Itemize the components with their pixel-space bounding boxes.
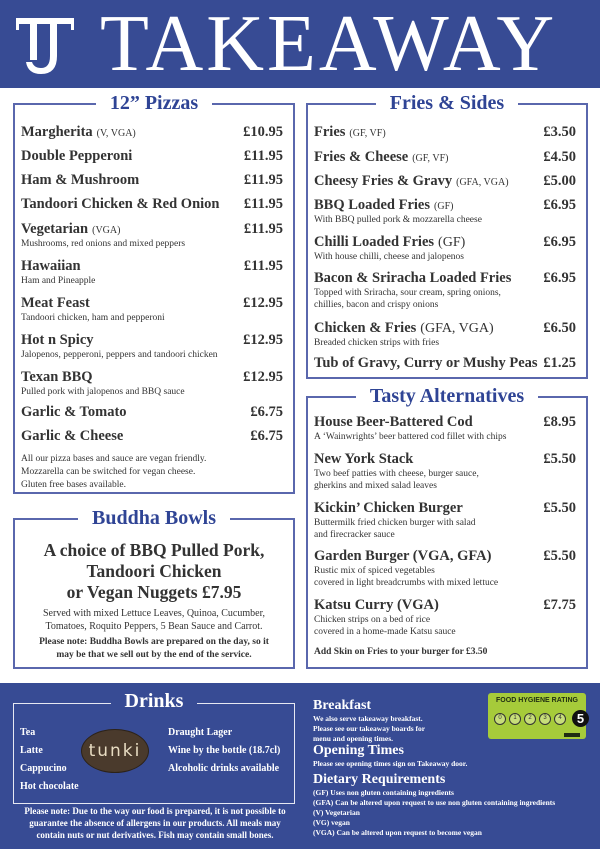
- menu-item: Chilli Loaded Fries (GF) £6.95 With house chilli, cheese and jalopenos: [314, 234, 576, 262]
- menu-item: Ham & Mushroom £11.95: [21, 172, 283, 188]
- food-hygiene-rating-badge: FOOD HYGIENE RATING 0 1 2 3 4 5: [488, 693, 586, 739]
- drink-item: Cappucino: [20, 763, 67, 774]
- menu-item: Bacon & Sriracha Loaded Fries £6.95 Topped with Sriracha, sour cream, spring onions, chillies, bacon and crispy onions: [314, 270, 576, 310]
- drink-item: Wine by the bottle (18.7cl): [168, 745, 281, 756]
- menu-item: Katsu Curry (VGA) £7.75 Chicken strips on a bed of rice covered in a home-made Katsu sauce: [314, 597, 576, 637]
- menu-item: Hawaiian £11.95 Ham and Pineapple: [21, 258, 283, 286]
- header-banner: [0, 0, 600, 88]
- buddha-bowls-section: [13, 507, 295, 669]
- breakfast-title: Breakfast: [313, 698, 372, 713]
- menu-item: Hot n Spicy £12.95 Jalopenos, pepperoni, peppers and tandoori chicken: [21, 332, 283, 360]
- section-title: 12” Pizzas: [15, 90, 293, 116]
- rating-circle: 0: [494, 713, 506, 725]
- tunki-logo: tunki: [81, 729, 149, 773]
- dietary-list: (GF) Uses non gluten containing ingredients (GFA) Can be altered upon request to use non gluten containing ingredients (V) Vegetarian (VG) vegan (VGA) Can be altered upon request to become vegan: [313, 788, 556, 837]
- drink-item: Hot chocolate: [20, 781, 79, 792]
- menu-item: Garlic & Cheese £6.75: [21, 428, 283, 444]
- opening-times-text: Please see opening times sign on Takeaway door.: [313, 759, 468, 768]
- opening-times-title: Opening Times: [313, 743, 404, 758]
- tasty-alternatives-section: [306, 385, 588, 669]
- menu-item: Margherita (V, VGA) £10.95: [21, 124, 283, 140]
- menu-item: Tandoori Chicken & Red Onion £11.95: [21, 196, 283, 212]
- drinks-section: [13, 690, 295, 804]
- menu-item: Tub of Gravy, Curry or Mushy Peas £1.25: [314, 355, 576, 371]
- rating-circle: 2: [524, 713, 536, 725]
- buddha-offer: A choice of BBQ Pulled Pork, Tandoori Chicken or Vegan Nuggets £7.95: [43, 540, 265, 602]
- menu-item: Garden Burger (VGA, GFA) £5.50 Rustic mix of spiced vegetables covered in light breadcrumbs with mixed lettuce: [314, 548, 576, 588]
- pizza-notes: All our pizza bases and sauce are vegan friendly. Mozzarella can be switched for vegan cheese. Gluten free bases available.: [21, 454, 207, 490]
- menu-item: BBQ Loaded Fries (GF) £6.95 With BBQ pulled pork & mozzarella cheese: [314, 197, 576, 225]
- menu-item: Cheesy Fries & Gravy (GFA, VGA) £5.00: [314, 173, 576, 189]
- menu-item: New York Stack £5.50 Two beef patties with cheese, burger sauce, gherkins and mixed salad leaves: [314, 451, 576, 491]
- menu-item: Kickin’ Chicken Burger £5.50 Buttermilk fried chicken burger with salad and firecracker sauce: [314, 500, 576, 540]
- fries-sides-section: [306, 92, 588, 379]
- drink-item: Draught Lager: [168, 727, 233, 738]
- rating-circle: 1: [509, 713, 521, 725]
- page-title: TAKEAWAY: [100, 0, 558, 88]
- menu-item: Fries & Cheese (GF, VF) £4.50: [314, 149, 576, 165]
- drink-item: Tea: [20, 727, 36, 738]
- fries-addon-note: Add Skin on Fries to your burger for £3.50: [314, 647, 488, 657]
- tj-logo-icon: [14, 16, 76, 76]
- menu-item: House Beer-Battered Cod £8.95 A ‘Wainwrights’ beer battered cod fillet with chips: [314, 414, 576, 442]
- pizzas-section: [13, 92, 295, 494]
- rating-score: 5: [572, 710, 589, 727]
- buddha-note: Please note: Buddha Bowls are prepared on the day, so it may be that we sell out by the end of the service.: [39, 637, 269, 660]
- breakfast-text: We also serve takeaway breakfast. Please see our takeaway boards for menu and opening times.: [313, 714, 426, 743]
- menu-item: Vegetarian (VGA) £11.95 Mushrooms, red onions and mixed peppers: [21, 221, 283, 249]
- menu-item: Chicken & Fries (GFA, VGA) £6.50 Breaded chicken strips with fries: [314, 320, 576, 348]
- menu-item: Garlic & Tomato £6.75: [21, 404, 283, 420]
- allergen-note: Please note: Due to the way our food is prepared, it is not possible to guarantee the absence of allergens in our products. All meals may contain nuts or nut derivatives. Fish may contain small bones.: [24, 806, 286, 840]
- rating-circle: 3: [539, 713, 551, 725]
- menu-item: Texan BBQ £12.95 Pulled pork with jalopenos and BBQ sauce: [21, 369, 283, 397]
- buddha-served-with: Served with mixed Lettuce Leaves, Quinoa, Cucumber, Tomatoes, Roquito Peppers, 5 Bean Sauce and Carrot.: [42, 608, 266, 632]
- menu-item: Meat Feast £12.95 Tandoori chicken, ham and pepperoni: [21, 295, 283, 323]
- section-title: Tasty Alternatives: [308, 383, 586, 409]
- drink-item: Alcoholic drinks available: [168, 763, 280, 774]
- rating-circle: 4: [554, 713, 566, 725]
- menu-item: Fries (GF, VF) £3.50: [314, 124, 576, 140]
- menu-item: Double Pepperoni £11.95: [21, 148, 283, 164]
- dietary-title: Dietary Requirements: [313, 772, 446, 787]
- footer-panel: [0, 683, 600, 849]
- section-title: Fries & Sides: [308, 90, 586, 116]
- drink-item: Latte: [20, 745, 43, 756]
- section-title: Drinks: [14, 689, 294, 713]
- section-title: Buddha Bowls: [15, 505, 293, 531]
